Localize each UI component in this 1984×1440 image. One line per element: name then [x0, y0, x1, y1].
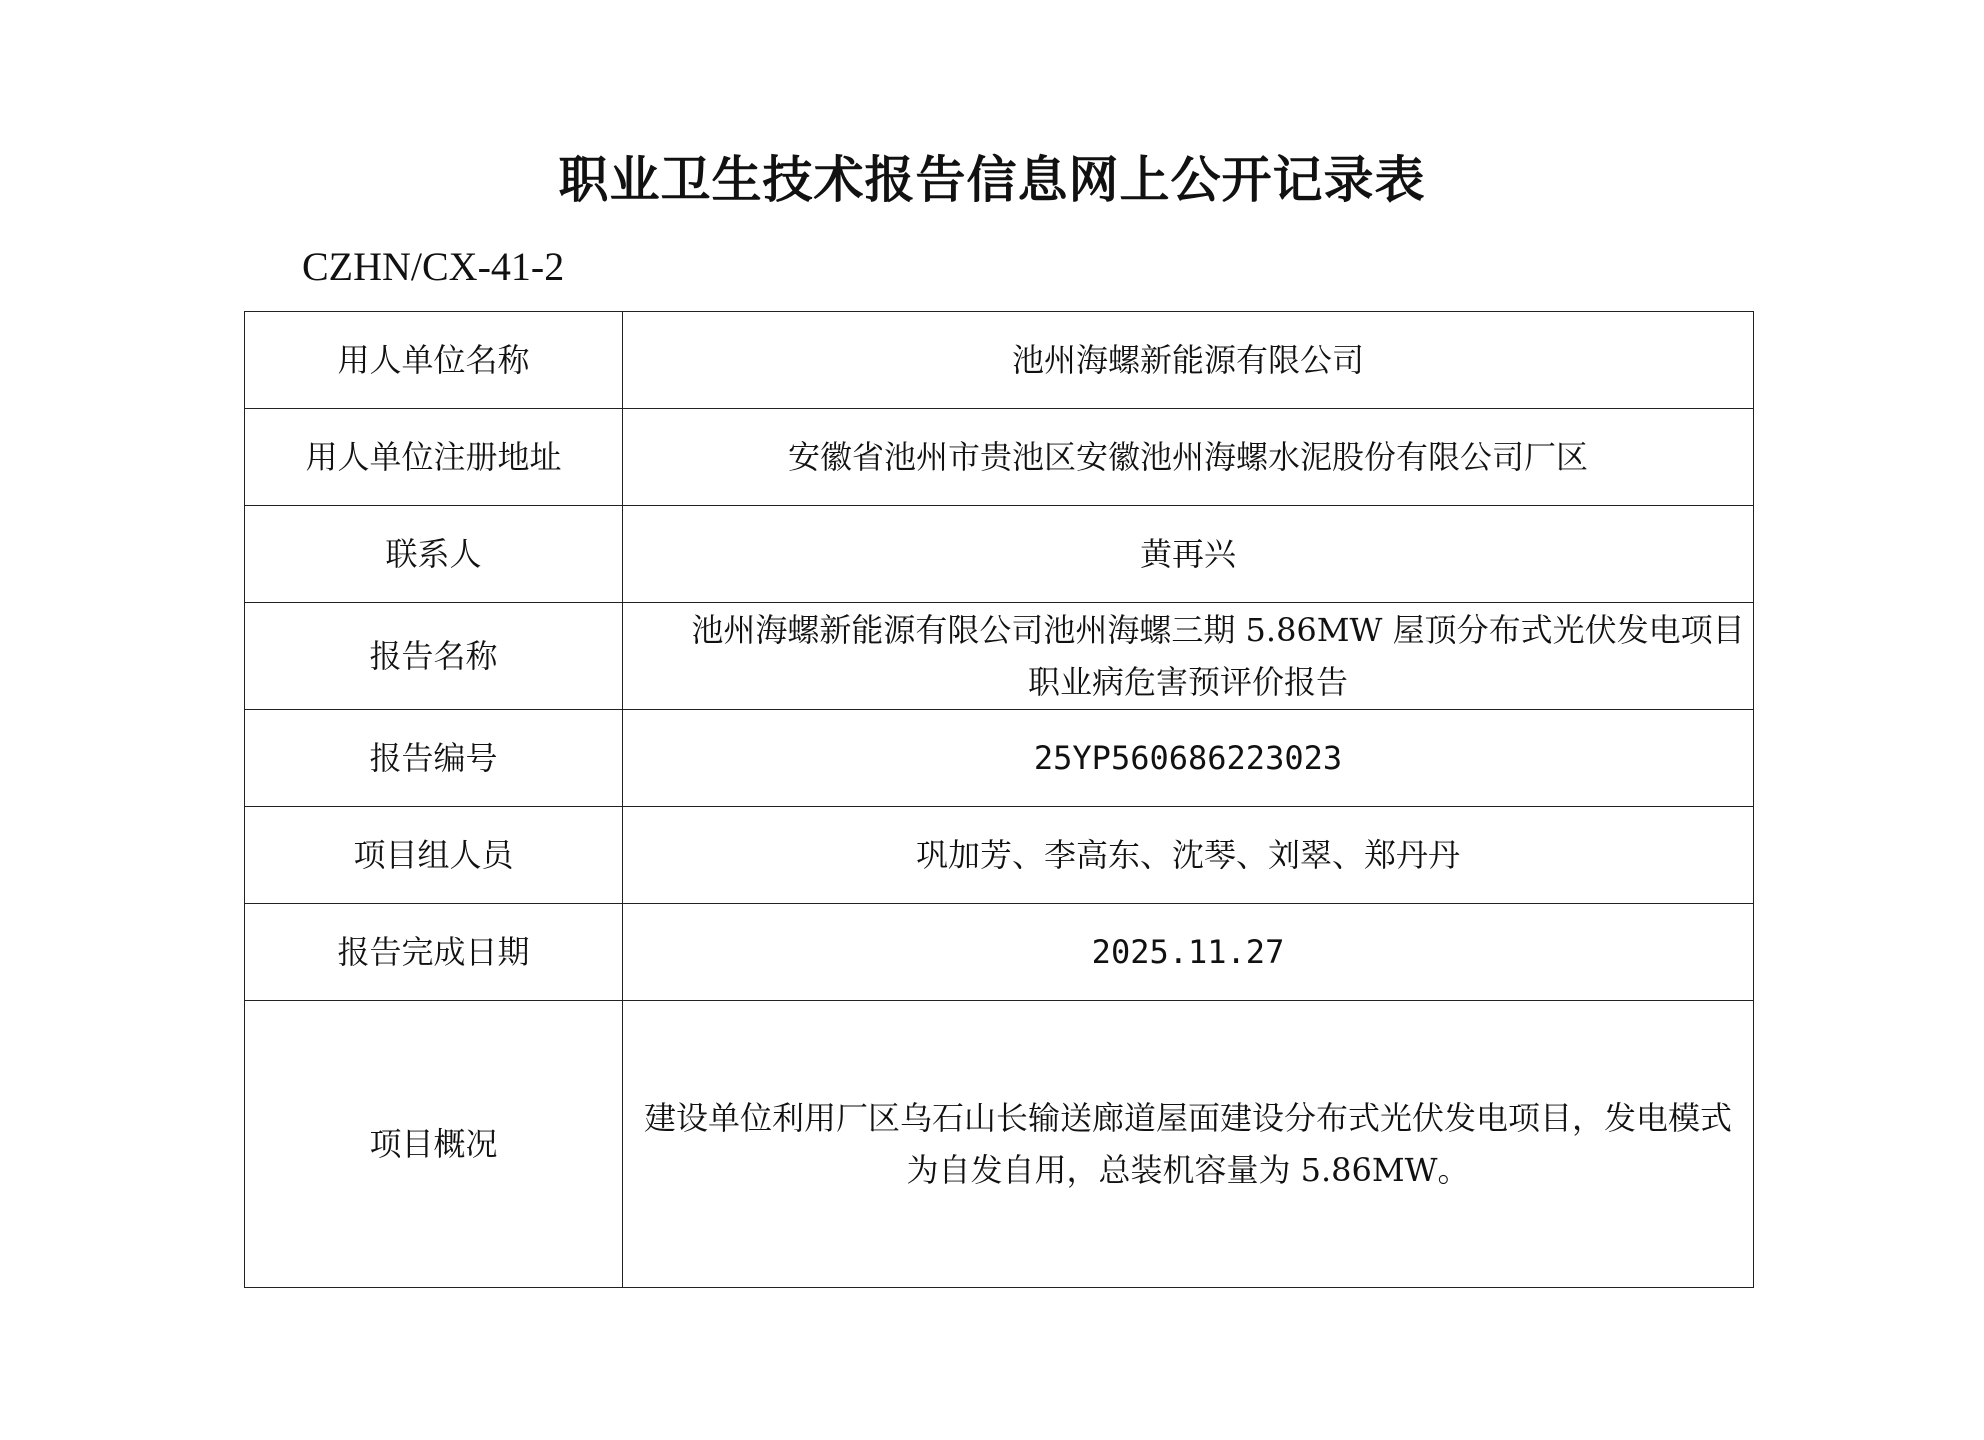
table-row — [245, 409, 1754, 506]
document-code: CZHN/CX-41-2 — [302, 244, 565, 289]
row-value-employer-name: 池州海螺新能源有限公司 — [623, 312, 1754, 409]
row-value-report-name: 池州海螺新能源有限公司池州海螺三期 5.86MW 屋顶分布式光伏发电项目职业病危害预评价报告 — [623, 603, 1754, 710]
document-title: 职业卫生技术报告信息网上公开记录表 — [558, 151, 1426, 209]
record-table — [244, 311, 1754, 1288]
table-row — [245, 603, 1754, 710]
table-row — [245, 1001, 1754, 1288]
row-label-employer-name: 用人单位名称 — [245, 312, 623, 409]
row-label-report-number: 报告编号 — [245, 710, 623, 807]
row-label-contact: 联系人 — [245, 506, 623, 603]
row-label-registered-address: 用人单位注册地址 — [245, 409, 623, 506]
row-value-project-team: 巩加芳、李高东、沈琴、刘翠、郑丹丹 — [623, 807, 1754, 904]
row-label-completion-date: 报告完成日期 — [245, 904, 623, 1001]
table-row — [245, 807, 1754, 904]
row-label-project-overview: 项目概况 — [245, 1001, 623, 1288]
row-value-contact: 黄再兴 — [623, 506, 1754, 603]
table-row — [245, 710, 1754, 807]
row-value-project-overview: 建设单位利用厂区乌石山长输送廊道屋面建设分布式光伏发电项目，发电模式为自发自用，总装机容量为 5.86MW。 — [623, 1001, 1754, 1288]
row-value-registered-address: 安徽省池州市贵池区安徽池州海螺水泥股份有限公司厂区 — [623, 409, 1754, 506]
row-value-completion-date: 2025.11.27 — [623, 904, 1754, 1001]
row-value-report-number: 25YP560686223023 — [623, 710, 1754, 807]
table-row — [245, 312, 1754, 409]
table-row — [245, 506, 1754, 603]
row-label-project-team: 项目组人员 — [245, 807, 623, 904]
table-row — [245, 904, 1754, 1001]
row-label-report-name: 报告名称 — [245, 603, 623, 710]
